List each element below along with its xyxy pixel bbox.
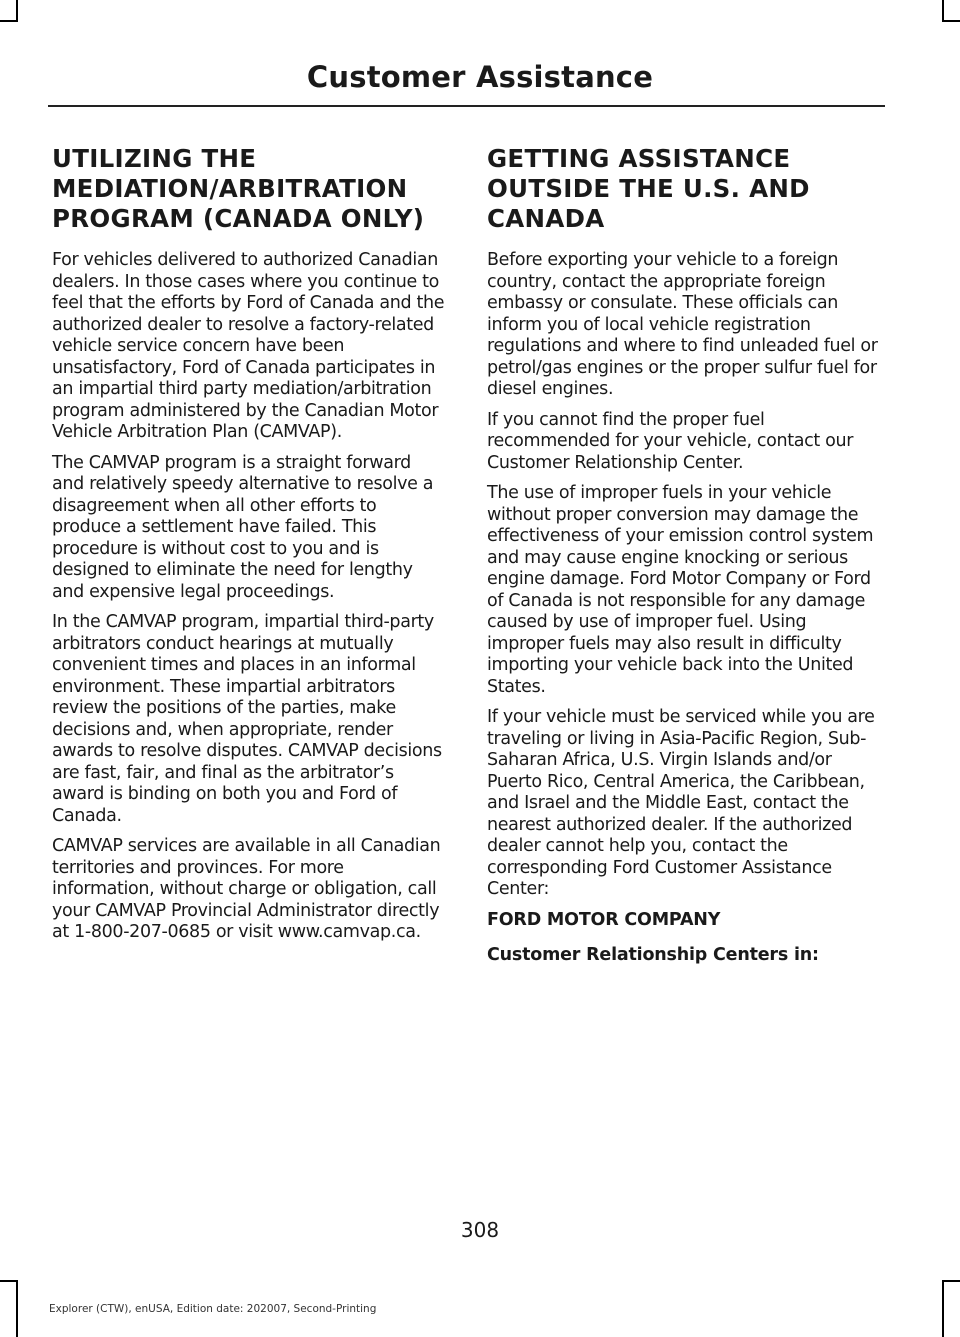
crop-mark-bottom-right-v xyxy=(942,1280,944,1337)
page-header-title: Customer Assistance xyxy=(306,60,654,94)
page-number: 308 xyxy=(460,1218,500,1242)
footer-edition-info: Explorer (CTW), enUSA, Edition date: 202007, Second-Printing xyxy=(49,1303,377,1315)
left-paragraph-1: For vehicles delivered to authorized Canadian dealers. In those cases where you continue to feel that the efforts by Ford of Canada and the authorized dealer to resolve a factory-related vehicle service concern have been unsatisfactory, Ford of Canada participates in an impartial third party mediation/arbitration program administered by the Canadian Motor Vehicle Arbitration Plan (CAMVAP). xyxy=(52,250,445,442)
crop-mark-top-left-h xyxy=(0,20,18,22)
section-heading-mediation: UTILIZING THE MEDIATION/ARBITRATION PROGRAM (CANADA ONLY) xyxy=(52,144,425,233)
right-paragraph-4: If your vehicle must be serviced while you are traveling or living in Asia-Pacific Region, Sub-Saharan Africa, U.S. Virgin Islands and/or Puerto Rico, Central America, the Caribbean, and Israel and the Middle East, contact the nearest authorized dealer. If the authorized dealer cannot help you, contact the corresponding Ford Customer Assistance Center: xyxy=(487,707,875,899)
relationship-centers-heading: Customer Relationship Centers in: xyxy=(487,945,819,965)
right-paragraph-1: Before exporting your vehicle to a foreign country, contact the appropriate foreign embassy or consulate. These officials can inform you of local vehicle registration regulations and where to find unleaded fuel or petrol/gas engines or the proper sulfur fuel for diesel engines. xyxy=(487,250,878,399)
section-heading-outside-us-canada: GETTING ASSISTANCE OUTSIDE THE U.S. AND CANADA xyxy=(487,144,810,233)
left-paragraph-3: In the CAMVAP program, impartial third-party arbitrators conduct hearings at mutually convenient times and places in an informal environment. These impartial arbitrators review the positions of the parties, make decisions and, when appropriate, render awards to resolve disputes. CAMVAP decisions are fast, fair, and final as the arbitrator’s award is binding on both you and Ford of Canada. xyxy=(52,612,442,826)
crop-mark-top-right-v xyxy=(942,0,944,22)
crop-mark-top-left-v xyxy=(16,0,18,22)
crop-mark-top-right-h xyxy=(942,20,960,22)
crop-mark-bottom-left-v xyxy=(16,1280,18,1337)
left-column xyxy=(52,144,447,953)
right-column xyxy=(487,144,882,981)
right-paragraph-3: The use of improper fuels in your vehicle without proper conversion may damage the effectiveness of your emission control system and may cause engine knocking or serious engine damage. Ford Motor Company or Ford of Canada is not responsible for any damage caused by use of improper fuel. Using improper fuels may also result in difficulty importing your vehicle back into the United States. xyxy=(487,483,874,697)
crop-mark-bottom-right-h xyxy=(942,1280,960,1282)
left-paragraph-2: The CAMVAP program is a straight forward and relatively speedy alternative to resolve a disagreement when all other efforts to produce a settlement have failed. This procedure is without cost to you and is designed to eliminate the need for lengthy and expensive legal proceedings. xyxy=(52,452,434,602)
crop-mark-bottom-left-h xyxy=(0,1280,18,1282)
right-paragraph-2: If you cannot find the proper fuel recommended for your vehicle, contact our Customer Relationship Center. xyxy=(487,409,854,473)
left-paragraph-4: CAMVAP services are available in all Canadian territories and provinces. For more information, without charge or obligation, call your CAMVAP Provincial Administrator directly at 1-800-207-0685 or visit www.camvap.ca. xyxy=(52,836,441,942)
company-name-heading: FORD MOTOR COMPANY xyxy=(487,909,721,930)
header-divider xyxy=(48,105,885,107)
